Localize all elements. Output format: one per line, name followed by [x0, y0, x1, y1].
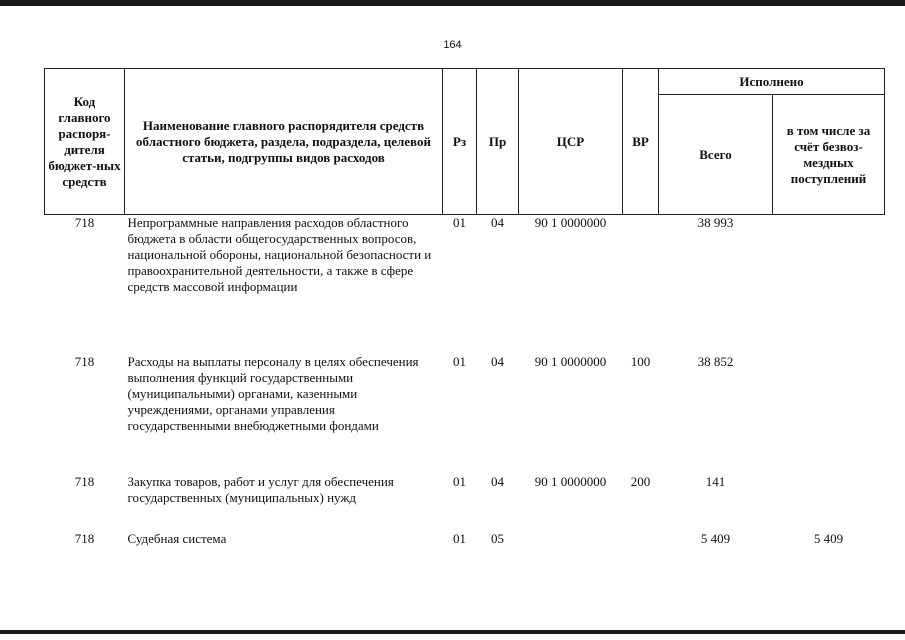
cell-gratuitous [773, 474, 885, 531]
cell-code: 718 [74, 215, 95, 230]
cell-pr: 05 [491, 531, 504, 546]
cell-csr [519, 531, 623, 555]
cell-name: Судебная система [127, 531, 227, 546]
header-code: Код главного распоря-дителя бюджет-ных средств [45, 69, 125, 215]
top-scan-border [0, 0, 905, 6]
header-vr: ВР [623, 69, 659, 215]
cell-rz: 01 [453, 215, 466, 230]
table-row [45, 354, 885, 474]
header-name: Наименование главного распорядителя средств областного бюджета, раздела, подраздела, целевой статьи, подгруппы видов расходов [125, 69, 443, 215]
cell-rz: 01 [453, 474, 466, 489]
cell-vr: 100 [630, 354, 651, 369]
cell-total: 141 [705, 474, 726, 489]
cell-total: 38 993 [697, 215, 734, 230]
cell-vr [623, 215, 659, 355]
cell-name: Непрограммные направления расходов областного бюджета в области общегосударственных вопросов, национальной обороны, национальной безопасности и правоохранительной деятельности, а также в сфере средств массовой информации [127, 215, 432, 294]
header-pr: Пр [477, 69, 519, 215]
cell-code: 718 [74, 531, 95, 546]
cell-csr: 90 1 0000000 [534, 215, 607, 230]
cell-gratuitous [773, 354, 885, 474]
cell-pr: 04 [491, 354, 504, 369]
cell-code: 718 [74, 474, 95, 489]
table-row [45, 474, 885, 531]
header-total: Всего [659, 95, 773, 215]
bottom-scan-border [0, 630, 905, 634]
cell-total: 38 852 [697, 354, 734, 369]
header-gratuitous: в том числе за счёт безвоз-мездных поступлений [773, 95, 885, 215]
cell-name: Расходы на выплаты персоналу в целях обеспечения выполнения функций государственными (муниципальными) органами, казенными учреждениями, органами управления государственными внебюджетными фондами [127, 354, 419, 433]
cell-csr: 90 1 0000000 [534, 474, 607, 489]
cell-vr [623, 531, 659, 555]
header-csr: ЦСР [519, 69, 623, 215]
cell-rz: 01 [453, 354, 466, 369]
header-rz: Рз [443, 69, 477, 215]
cell-gratuitous [773, 215, 885, 355]
cell-pr: 04 [491, 474, 504, 489]
cell-pr: 04 [491, 215, 504, 230]
cell-vr: 200 [630, 474, 651, 489]
cell-gratuitous: 5 409 [813, 531, 844, 546]
table-row [45, 531, 885, 555]
budget-table [44, 68, 885, 555]
cell-rz: 01 [453, 531, 466, 546]
cell-total: 5 409 [700, 531, 731, 546]
header-executed: Исполнено [659, 69, 885, 95]
page-number: 164 [443, 39, 462, 51]
cell-csr: 90 1 0000000 [534, 354, 607, 369]
cell-name: Закупка товаров, работ и услуг для обеспечения государственных (муниципальных) нужд [127, 474, 394, 505]
table-row [45, 215, 885, 355]
cell-code: 718 [74, 354, 95, 369]
